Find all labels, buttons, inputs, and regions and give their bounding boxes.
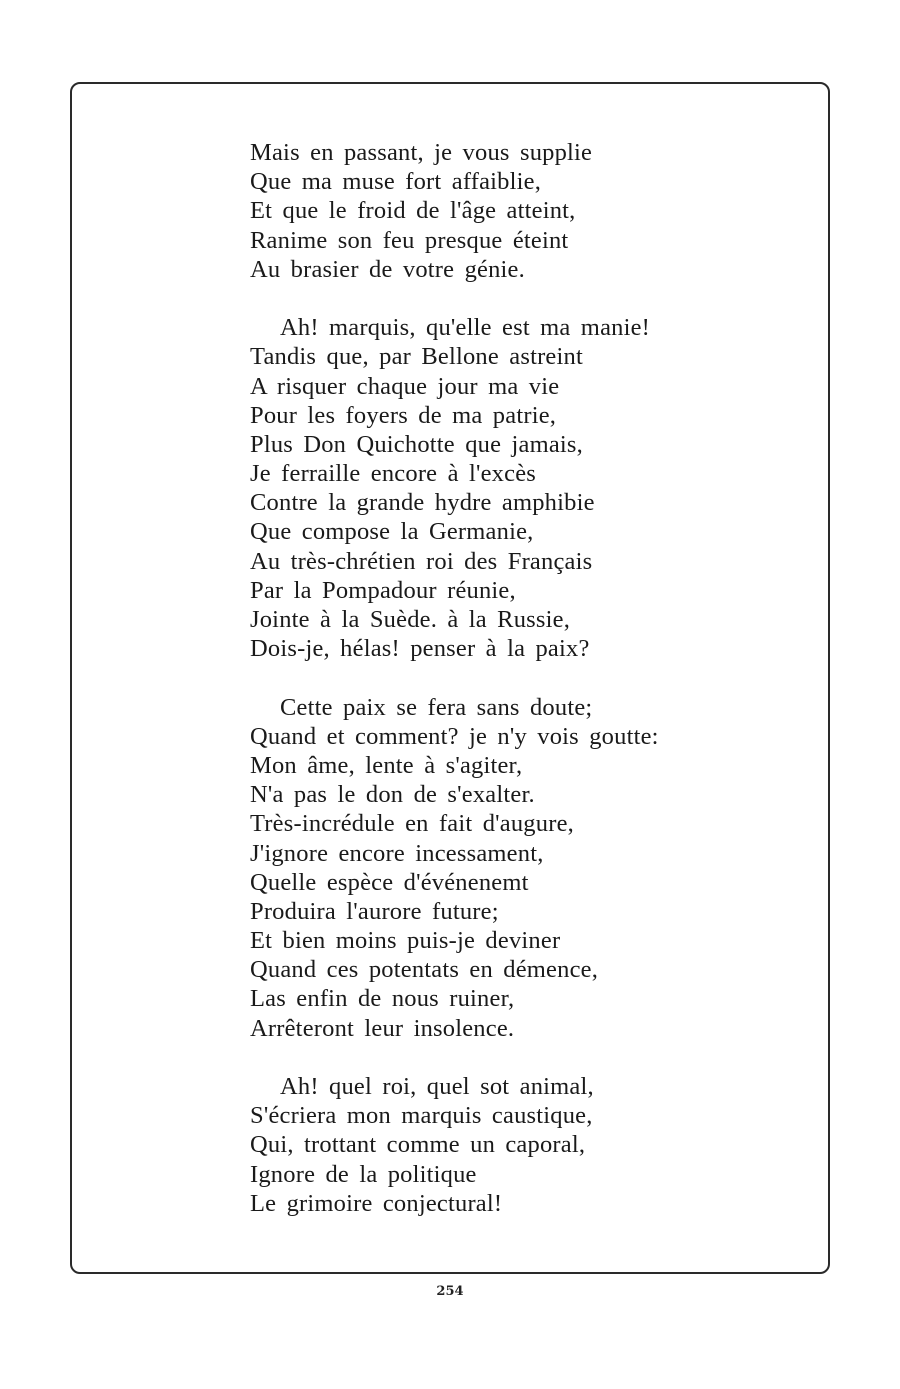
poem-line: Mais en passant, je vous supplie	[250, 139, 593, 166]
poem-line: Arrêteront leur insolence.	[250, 1014, 515, 1042]
poem-line: Ignore de la politique	[250, 1160, 477, 1188]
poem-line: Dois-je, hélas! penser à la paix?	[250, 635, 590, 663]
poem-line: Ah! quel roi, quel sot animal,	[280, 1073, 594, 1100]
poem-line: Et bien moins puis-je deviner	[250, 927, 561, 955]
poem-line: Que ma muse fort affaiblie,	[250, 168, 542, 196]
poem-line: J'ignore encore incessament,	[250, 839, 544, 867]
poem-text	[250, 138, 770, 1247]
poem-line: Las enfin de nous ruiner,	[250, 985, 515, 1013]
poem-line: Ranime son feu presque éteint	[250, 226, 569, 254]
stanza-1	[250, 138, 770, 284]
poem-line: A risquer chaque jour ma vie	[250, 372, 560, 400]
stanza-4	[250, 1072, 770, 1218]
poem-line: Pour les foyers de ma patrie,	[250, 401, 557, 429]
poem-line: Le grimoire conjectural!	[250, 1189, 503, 1217]
poem-line: Produira l'aurore future;	[250, 897, 499, 925]
page-number: 254	[436, 1284, 464, 1299]
poem-line: Mon âme, lente à s'agiter,	[250, 751, 523, 779]
poem-line: Je ferraille encore à l'excès	[250, 460, 537, 488]
poem-line: Très-incrédule en fait d'augure,	[250, 810, 574, 838]
poem-line: Quand et comment? je n'y vois goutte:	[250, 722, 659, 750]
poem-line: Quelle espèce d'événenemt	[250, 868, 529, 896]
poem-line: Au brasier de votre génie.	[250, 255, 525, 283]
poem-line: Et que le froid de l'âge atteint,	[250, 197, 576, 225]
poem-line: S'écriera mon marquis caustique,	[250, 1102, 593, 1130]
poem-line: N'a pas le don de s'exalter.	[250, 781, 535, 809]
stanza-3	[250, 693, 770, 1043]
poem-line: Jointe à la Suède. à la Russie,	[250, 606, 571, 633]
poem-line: Tandis que, par Bellone astreint	[250, 343, 583, 371]
poem-line: Par la Pompadour réunie,	[250, 576, 516, 604]
poem-line: Que compose la Germanie,	[250, 518, 534, 546]
poem-line: Cette paix se fera sans doute;	[280, 693, 593, 721]
poem-line: Contre la grande hydre amphibie	[250, 489, 595, 517]
poem-line: Quand ces potentats en démence,	[250, 956, 599, 984]
stanza-2	[250, 313, 770, 663]
poem-line: Plus Don Quichotte que jamais,	[250, 430, 583, 458]
poem-line: Au très-chrétien roi des Français	[250, 547, 593, 575]
poem-line: Ah! marquis, qu'elle est ma manie!	[280, 314, 651, 342]
poem-line: Qui, trottant comme un caporal,	[250, 1131, 586, 1159]
